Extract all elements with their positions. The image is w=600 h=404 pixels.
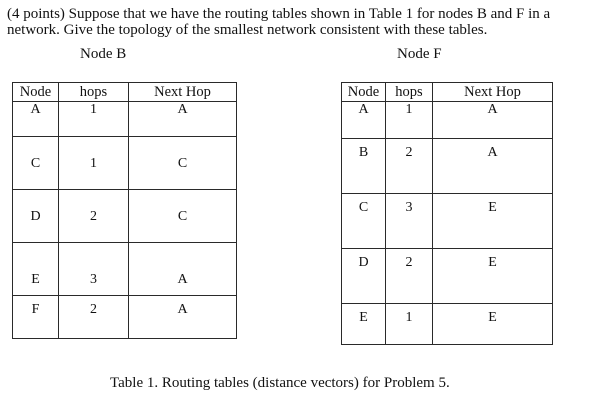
cell-next-hop: A — [177, 272, 188, 287]
cell-node: C — [358, 200, 369, 215]
cell-hops: 2 — [405, 255, 413, 270]
cell-node: C — [13, 137, 59, 190]
header-node: Node — [342, 83, 386, 102]
table-row — [13, 190, 237, 243]
cell-hops: 2 — [90, 302, 97, 317]
table-header-row — [13, 83, 237, 102]
cell-next-hop: A — [129, 102, 237, 137]
cell-node: D — [13, 190, 59, 243]
routing-table-node-b — [12, 82, 237, 339]
cell-hops: 2 — [59, 190, 129, 243]
routing-table-node-f — [341, 82, 553, 345]
cell-hops: 3 — [405, 200, 413, 215]
header-hops: hops — [59, 83, 129, 102]
cell-next-hop: E — [488, 310, 497, 325]
cell-hops: 1 — [59, 137, 129, 190]
cell-node: A — [13, 102, 59, 137]
table-row — [13, 102, 237, 137]
cell-hops: 1 — [386, 102, 433, 139]
table-row — [13, 137, 237, 190]
table-header-row — [342, 83, 553, 102]
table-caption-node-f: Node F — [397, 46, 442, 62]
cell-hops: 3 — [90, 272, 97, 287]
table-caption-node-b: Node B — [80, 46, 127, 62]
table-row — [342, 102, 553, 139]
cell-node: B — [358, 145, 369, 160]
table-row — [342, 139, 553, 194]
header-hops: hops — [386, 83, 433, 102]
table-row — [13, 243, 237, 296]
cell-node: E — [359, 310, 368, 325]
cell-node: D — [358, 255, 369, 270]
cell-hops: 1 — [59, 102, 129, 137]
table-row — [342, 194, 553, 249]
cell-node: A — [342, 102, 386, 139]
header-next-hop: Next Hop — [433, 83, 553, 102]
cell-node: E — [31, 272, 40, 287]
cell-next-hop: C — [129, 137, 237, 190]
cell-next-hop: A — [177, 302, 188, 317]
cell-next-hop: E — [488, 200, 497, 215]
table-row — [342, 304, 553, 345]
problem-statement: (4 points) Suppose that we have the routing tables shown in Table 1 for nodes B and F in a network. Give the topology of the smallest network consistent with these tables. — [7, 6, 551, 38]
table-row — [342, 249, 553, 304]
cell-next-hop: C — [129, 190, 237, 243]
cell-next-hop: E — [488, 255, 497, 270]
header-next-hop: Next Hop — [129, 83, 237, 102]
table-footnote-caption: Table 1. Routing tables (distance vectors) for Problem 5. — [110, 375, 450, 391]
table-row — [13, 296, 237, 339]
header-node: Node — [13, 83, 59, 102]
cell-node: F — [31, 302, 40, 317]
cell-hops: 1 — [405, 310, 413, 325]
cell-hops: 2 — [405, 145, 413, 160]
cell-next-hop: A — [433, 102, 553, 139]
cell-next-hop: A — [487, 145, 498, 160]
